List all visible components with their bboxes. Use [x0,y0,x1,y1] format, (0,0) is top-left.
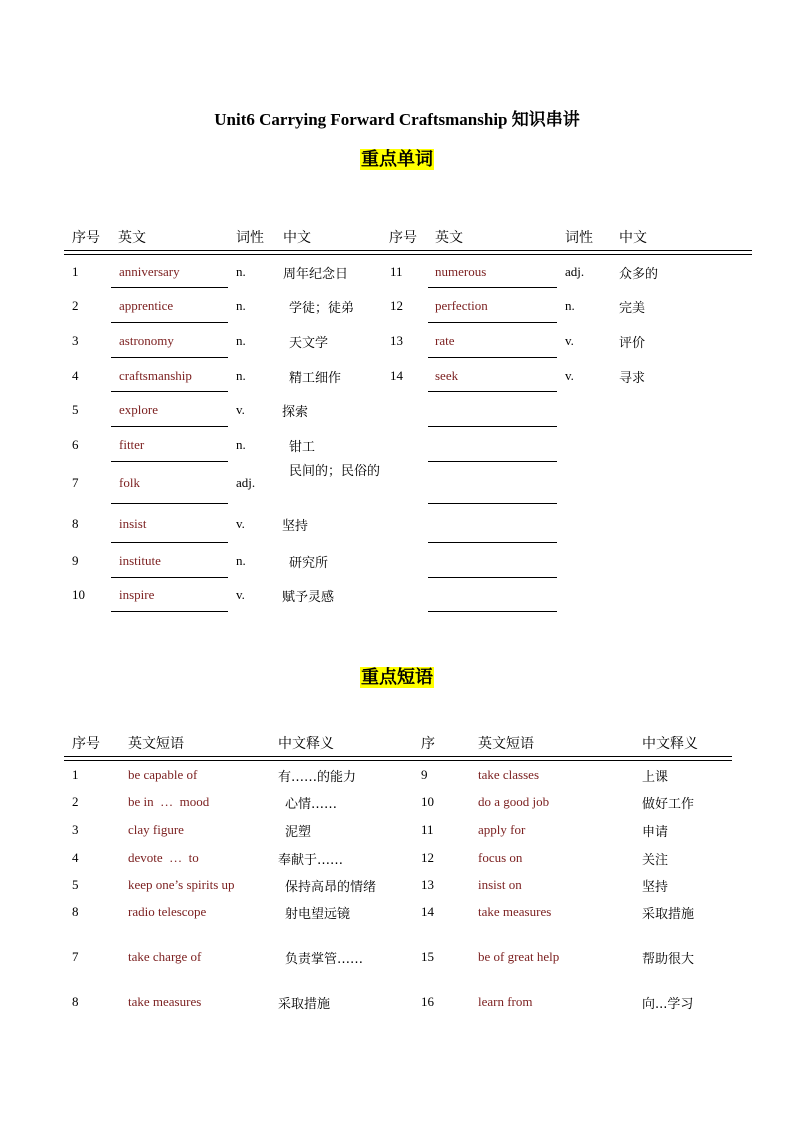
phrase-english: radio telescope [128,904,207,919]
phrase-english: be capable of [128,767,198,782]
phrase-chinese: 心情…… [285,797,338,812]
phrase-chinese: 向...学习 [642,997,694,1012]
row-number: 4 [72,850,79,865]
header-en-2: 英文 [435,230,463,246]
phrase-chinese: 坚持 [642,880,669,895]
words-heading-text: 重点单词 [361,149,433,170]
row-underline [428,287,557,288]
phrase-chinese: 有……的能力 [278,770,357,785]
phrase-english: be in … mood [128,794,210,809]
phrase-english: insist on [478,877,522,892]
row-number: 10 [72,587,85,602]
row-number: 2 [72,298,79,313]
row-underline [111,461,228,462]
header-no-2: 序 [421,736,435,752]
row-number: 1 [72,767,79,782]
word-pos: n. [236,553,246,568]
row-underline [111,577,228,578]
header-en-phrase-2: 英文短语 [478,736,534,752]
phrase-english: do a good job [478,794,550,809]
row-number: 12 [421,850,434,865]
word-english: institute [119,553,161,568]
phrase-chinese: 采取措施 [642,907,695,922]
header-zh: 中文 [283,230,311,246]
row-number: 6 [72,437,79,452]
header-no: 序号 [72,230,100,246]
phrase-english: keep one’s spirits up [128,877,235,892]
phrase-english: clay figure [128,822,184,837]
word-chinese: 坚持 [282,519,309,534]
phrase-english: focus on [478,850,523,865]
word-pos: v. [236,516,245,531]
word-english: seek [435,368,459,383]
word-english: fitter [119,437,145,452]
words-section-heading [0,145,794,171]
row-number: 8 [72,516,79,531]
blank-underline [428,577,557,578]
word-chinese: 周年纪念日 [283,267,349,282]
phrase-english: take charge of [128,949,202,964]
row-number: 11 [421,822,434,837]
word-english: rate [435,333,455,348]
row-underline [111,287,228,288]
row-number: 10 [421,794,434,809]
phrase-english: apply for [478,822,526,837]
word-english: apprentice [119,298,174,313]
phrase-chinese: 申请 [642,825,669,840]
header-en: 英文 [118,230,146,246]
phrase-english: take measures [128,994,202,1009]
phrases-heading-text: 重点短语 [361,667,433,688]
row-number: 14 [390,368,403,383]
row-number: 7 [72,949,79,964]
row-number: 8 [72,904,79,919]
word-pos: n. [236,437,246,452]
row-number: 5 [72,402,79,417]
phrases-header-rule [64,756,732,761]
phrase-chinese: 上课 [642,770,669,785]
row-underline [428,322,557,323]
row-number: 3 [72,822,79,837]
row-number: 8 [72,994,79,1009]
row-number: 5 [72,877,79,892]
row-number: 16 [421,994,434,1009]
word-english: anniversary [119,264,180,279]
word-pos: adj. [236,475,256,490]
row-number: 7 [72,475,79,490]
word-english: insist [119,516,147,531]
phrase-english: take classes [478,767,540,782]
word-english: inspire [119,587,155,602]
row-underline [111,426,228,427]
row-number: 4 [72,368,79,383]
word-pos: n. [236,368,246,383]
phrase-chinese: 帮助很大 [642,952,695,967]
word-chinese: 研究所 [289,556,329,571]
phrase-chinese: 保持高昂的情绪 [285,880,377,895]
words-header-rule [64,250,752,255]
phrase-english: learn from [478,994,533,1009]
word-english: astronomy [119,333,174,348]
word-pos: n. [236,298,246,313]
word-pos: v. [565,368,574,383]
row-underline [111,611,228,612]
page-title: Unit6 Carrying Forward Craftsmanship 知识串讲 [214,110,580,129]
header-no-2: 序号 [389,230,417,246]
header-zh-2: 中文 [619,230,647,246]
word-chinese: 赋予灵感 [282,590,335,605]
header-pos: 词性 [236,230,264,246]
row-number: 1 [72,264,79,279]
row-underline [428,391,557,392]
word-chinese: 学徒；徒弟 [289,301,355,316]
word-pos: n. [565,298,575,313]
row-number: 9 [72,553,79,568]
blank-underline [428,503,557,504]
phrase-chinese: 射电望远镜 [285,907,351,922]
blank-underline [428,461,557,462]
word-chinese: 众多的 [619,267,659,282]
row-number: 13 [421,877,434,892]
phrases-section-heading [0,663,794,689]
row-number: 12 [390,298,403,313]
word-pos: v. [565,333,574,348]
row-number: 14 [421,904,434,919]
row-underline [111,322,228,323]
word-chinese: 完美 [619,301,646,316]
row-number: 15 [421,949,434,964]
word-pos: adj. [565,264,585,279]
header-en-phrase: 英文短语 [128,736,184,752]
word-pos: v. [236,402,245,417]
word-chinese: 精工细作 [289,371,342,386]
row-number: 9 [421,767,428,782]
phrase-chinese: 奉献于…… [278,853,344,868]
phrase-english: devote … to [128,850,199,865]
blank-underline [428,426,557,427]
phrase-chinese: 关注 [642,853,669,868]
word-chinese: 民间的；民俗的 [289,464,381,479]
word-english: folk [119,475,140,490]
word-english: craftsmanship [119,368,192,383]
header-no: 序号 [72,736,100,752]
row-number: 11 [390,264,403,279]
row-underline [111,542,228,543]
row-number: 3 [72,333,79,348]
phrase-chinese: 泥塑 [285,825,312,840]
word-english: explore [119,402,158,417]
row-number: 13 [390,333,403,348]
blank-underline [428,611,557,612]
word-english: perfection [435,298,488,313]
header-pos-2: 词性 [565,230,593,246]
row-number: 2 [72,794,79,809]
phrase-chinese: 采取措施 [278,997,331,1012]
word-chinese: 寻求 [619,371,646,386]
word-pos: n. [236,264,246,279]
header-zh-meaning: 中文释义 [278,736,334,752]
phrase-chinese: 负责掌管…… [285,952,364,967]
header-zh-meaning-2: 中文释义 [642,736,698,752]
word-pos: v. [236,587,245,602]
word-chinese: 钳工 [289,440,316,455]
phrase-english: take measures [478,904,552,919]
row-underline [111,357,228,358]
word-pos: n. [236,333,246,348]
word-chinese: 天文学 [289,336,329,351]
row-underline [111,503,228,504]
blank-underline [428,542,557,543]
phrase-english: be of great help [478,949,560,964]
row-underline [428,357,557,358]
word-chinese: 探索 [282,405,309,420]
phrase-chinese: 做好工作 [642,797,695,812]
word-english: numerous [435,264,487,279]
word-chinese: 评价 [619,336,646,351]
row-underline [111,391,228,392]
